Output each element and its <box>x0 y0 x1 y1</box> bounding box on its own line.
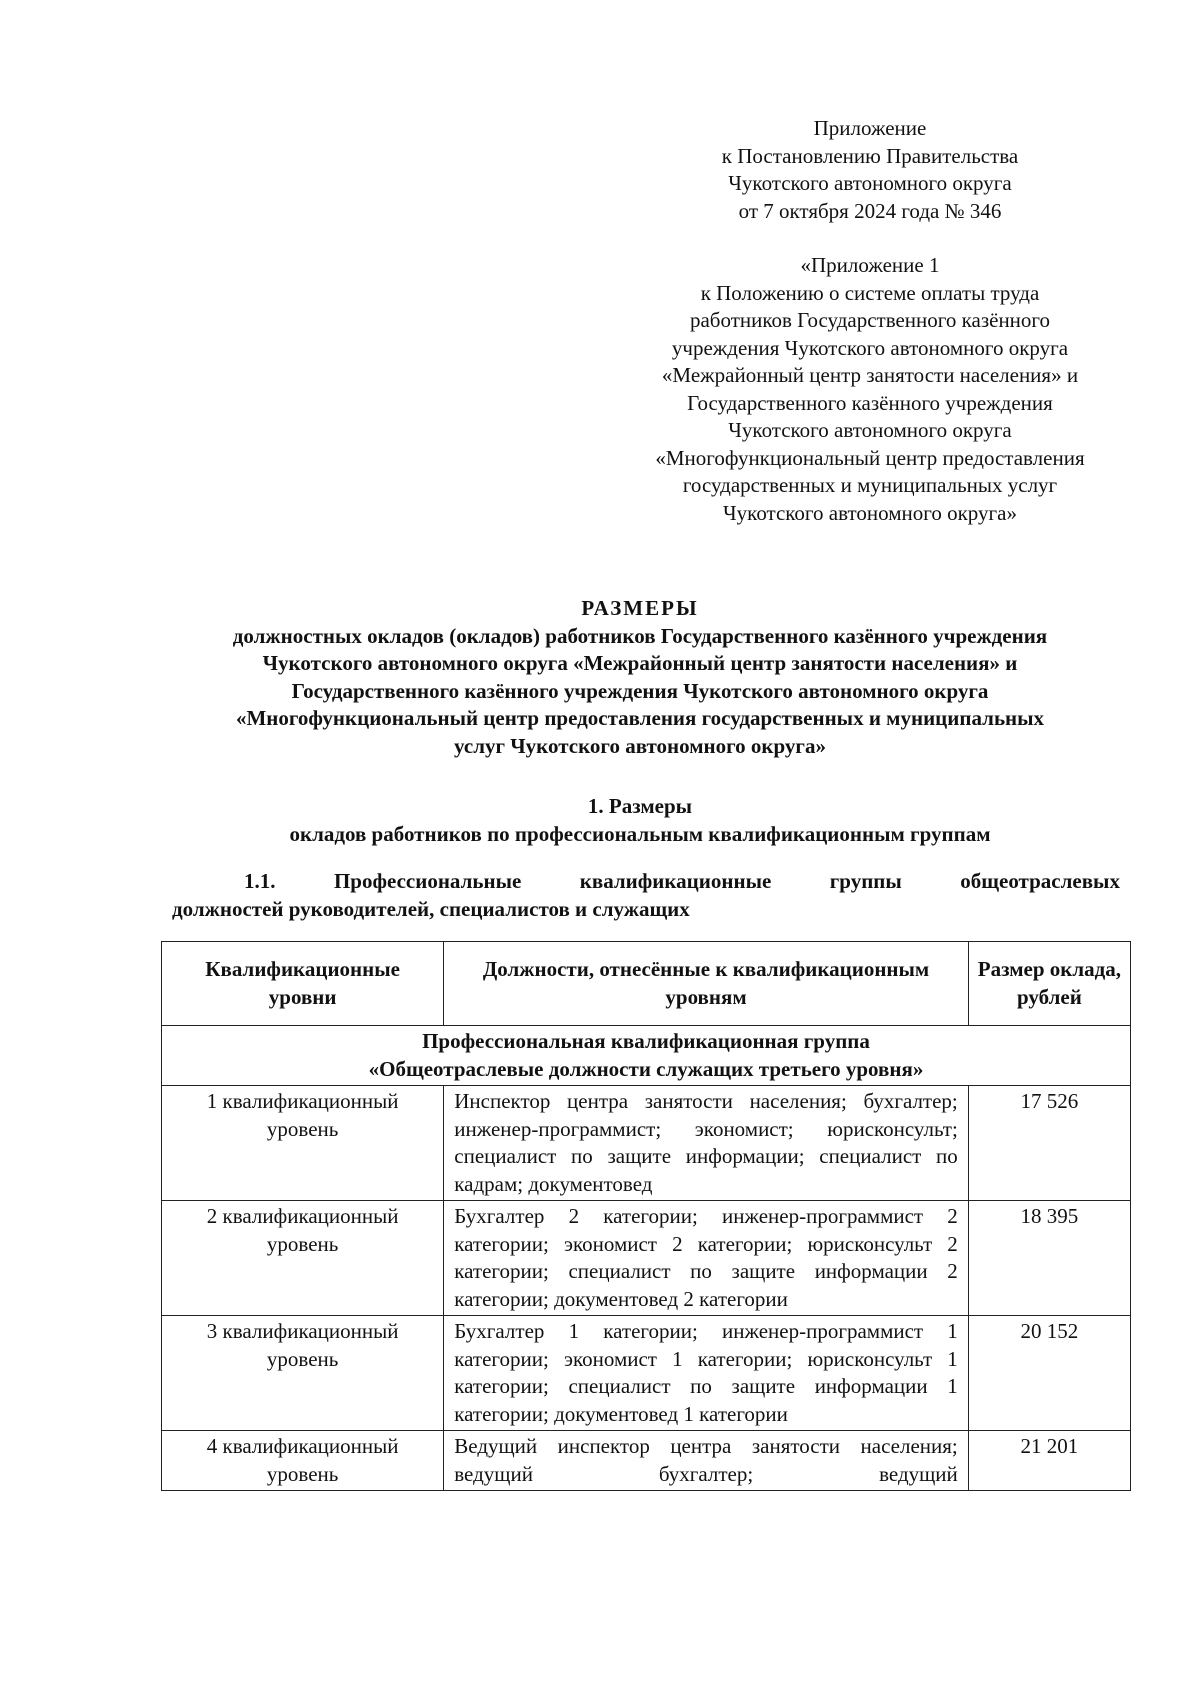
level-cell: 1 квалификационный уровень <box>162 1086 444 1201</box>
appendix-inner-line: «Приложение 1 <box>800 253 940 277</box>
section-heading <box>160 793 1120 848</box>
section-subtitle: окладов работников по профессиональным квалификационным группам <box>289 821 991 846</box>
appendix-inner-line: Чукотского автономного округа» <box>723 500 1017 525</box>
salary-cell: 17 526 <box>968 1086 1130 1201</box>
title-line: должностных окладов (окладов) работников Государственного казённого учреждения <box>232 623 1048 648</box>
appendix-inner-line: работников Государственного казённого <box>689 308 1051 332</box>
salary-cell: 18 395 <box>968 1201 1130 1316</box>
appendix-inner-line: «Многофункциональный центр предоставления <box>655 445 1085 470</box>
appendix-inner-line: Чукотского автономного округа <box>728 418 1012 442</box>
subsection-word: общеотраслевых <box>960 869 1120 893</box>
section-number-title: 1. Размеры <box>587 794 693 818</box>
subsection-second-line: должностей руководителей, специалистов и служащих <box>172 896 690 921</box>
title-line: Чукотского автономного округа «Межрайонный центр занятости населения» и <box>262 651 1018 675</box>
appendix-header <box>600 115 1140 225</box>
appendix-line: Чукотского автономного округа <box>728 171 1012 195</box>
level-cell: 2 квалификационный уровень <box>162 1201 444 1316</box>
salary-cell: 21 201 <box>968 1431 1130 1491</box>
header-salary: Размер оклада, рублей <box>968 942 1130 1026</box>
salary-cell: 20 152 <box>968 1316 1130 1431</box>
group-title <box>162 1026 1131 1086</box>
title-line: «Многофункциональный центр предоставления государственных и муниципальных <box>235 706 1045 730</box>
subsection-first-line <box>172 868 1120 896</box>
title-line: Государственного казённого учреждения Чукотского автономного округа <box>291 678 989 703</box>
header-positions: Должности, отнесённые к квалификационным уровням <box>444 942 969 1026</box>
level-cell: 3 квалификационный уровень <box>162 1316 444 1431</box>
document-title <box>160 595 1120 760</box>
appendix-inner-header <box>600 252 1140 527</box>
subsection-word: 1.1. <box>244 869 276 893</box>
level-cell: 4 квалификационный уровень <box>162 1431 444 1491</box>
subsection-heading <box>172 868 1120 923</box>
salary-table <box>161 941 1131 1491</box>
positions-cell: Инспектор центра занятости населения; бухгалтер; инженер-программист; экономист; юрисконсульт; специалист по защите информации; специалист по кадрам; документовед <box>444 1086 969 1201</box>
table-header-row <box>162 942 1131 1026</box>
title-heading: РАЗМЕРЫ <box>581 596 699 620</box>
positions-cell: Бухгалтер 2 категории; инженер-программист 2 категории; экономист 2 категории; юрисконсульт 2 категории; специалист по защите информации 2 категории; документовед 2 категории <box>444 1201 969 1316</box>
header-level: Квалификационные уровни <box>162 942 444 1026</box>
positions-cell: Бухгалтер 1 категории; инженер-программист 1 категории; экономист 1 категории; юрисконсульт 1 категории; специалист по защите информации 1 категории; документовед 1 категории <box>444 1316 969 1431</box>
appendix-line: Приложение <box>813 116 927 140</box>
table-row <box>162 1431 1131 1491</box>
subsection-word: квалификационные <box>579 869 772 893</box>
table-row <box>162 1086 1131 1201</box>
appendix-line: к Постановлению Правительства <box>721 143 1019 168</box>
appendix-inner-line: Государственного казённого учреждения <box>687 390 1053 415</box>
title-line: услуг Чукотского автономного округа» <box>454 733 826 758</box>
appendix-inner-line: к Положению о системе оплаты труда <box>700 280 1040 305</box>
subsection-word: Профессиональные <box>333 869 522 893</box>
positions-cell: Ведущий инспектор центра занятости населения; ведущий бухгалтер; ведущий <box>444 1431 969 1491</box>
table-row <box>162 1316 1131 1431</box>
group-title-line: «Общеотраслевые должности служащих третьего уровня» <box>368 1056 924 1081</box>
group-title-line: Профессиональная квалификационная группа <box>422 1029 870 1053</box>
table-row <box>162 1201 1131 1316</box>
appendix-inner-line: учреждения Чукотского автономного округа <box>671 335 1069 360</box>
appendix-inner-line: государственных и муниципальных услуг <box>682 473 1058 497</box>
appendix-line: от 7 октября 2024 года № 346 <box>738 198 1002 223</box>
group-row <box>162 1026 1131 1086</box>
subsection-word: группы <box>829 869 902 893</box>
appendix-inner-line: «Межрайонный центр занятости населения» и <box>661 363 1079 387</box>
